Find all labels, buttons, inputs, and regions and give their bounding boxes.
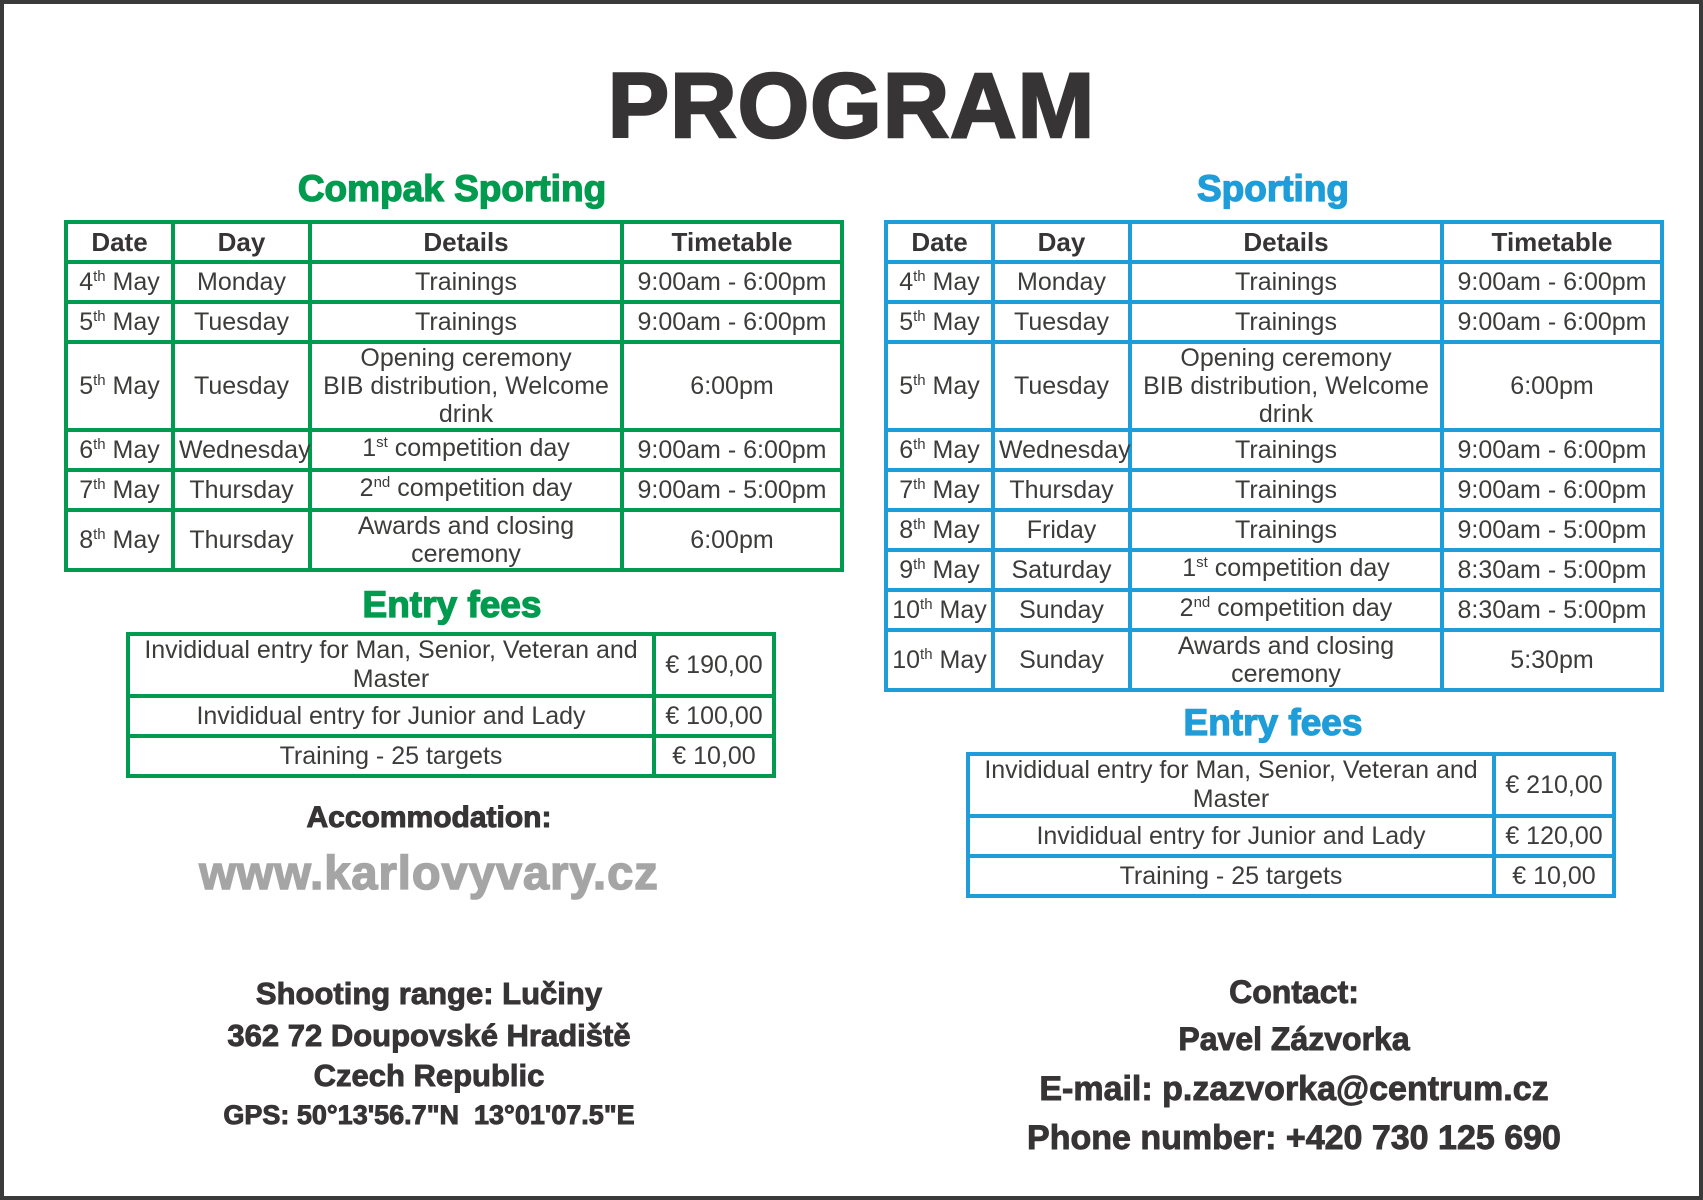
date-cell: 7th May <box>66 470 173 510</box>
day-cell: Thursday <box>173 510 310 570</box>
contact-block <box>904 970 1684 1162</box>
fee-label-cell: Training - 25 targets <box>968 856 1494 896</box>
timetable-cell: 9:00am - 5:00pm <box>1442 510 1662 550</box>
day-cell: Tuesday <box>993 342 1130 430</box>
schedule-row <box>66 470 842 510</box>
date-cell: 5th May <box>66 302 173 342</box>
day-cell: Thursday <box>993 470 1130 510</box>
accommodation-heading: Accommodation: <box>306 801 552 834</box>
column-header-timetable: Timetable <box>1442 222 1662 262</box>
schedule-row <box>66 430 842 470</box>
details-cell: Trainings <box>1130 262 1442 302</box>
day-cell: Sunday <box>993 590 1130 630</box>
sporting-entry-fees-heading: Entry fees <box>1183 702 1363 743</box>
column-header-day: Day <box>993 222 1130 262</box>
column-header-details: Details <box>1130 222 1442 262</box>
timetable-cell: 8:30am - 5:00pm <box>1442 550 1662 590</box>
fee-amount-cell: € 10,00 <box>654 736 774 776</box>
fee-amount-cell: € 120,00 <box>1494 816 1614 856</box>
date-cell: 8th May <box>66 510 173 570</box>
accommodation-website-link[interactable]: www.karlovyvary.cz <box>199 846 659 899</box>
date-cell: 9th May <box>886 550 993 590</box>
day-cell: Tuesday <box>173 302 310 342</box>
timetable-cell: 9:00am - 6:00pm <box>1442 430 1662 470</box>
fee-amount-cell: € 210,00 <box>1494 754 1614 816</box>
fee-label-cell: Invididual entry for Junior and Lady <box>968 816 1494 856</box>
details-cell: 1st competition day <box>310 430 622 470</box>
date-cell: 4th May <box>886 262 993 302</box>
schedule-row <box>886 342 1662 430</box>
column-header-day: Day <box>173 222 310 262</box>
timetable-cell: 9:00am - 6:00pm <box>1442 262 1662 302</box>
day-cell: Wednesday <box>993 430 1130 470</box>
details-cell: Trainings <box>310 262 622 302</box>
compak-entry-fees-heading: Entry fees <box>362 584 542 625</box>
fee-amount-cell: € 10,00 <box>1494 856 1614 896</box>
contact-phone: Phone number: +420 730 125 690 <box>1027 1119 1561 1157</box>
fee-label-cell: Invididual entry for Man, Senior, Veteran and Master <box>128 634 654 696</box>
date-cell: 5th May <box>886 342 993 430</box>
details-cell: Trainings <box>1130 430 1442 470</box>
schedule-row <box>66 302 842 342</box>
details-cell: Opening ceremony BIB distribution, Welcome drink <box>310 342 622 430</box>
day-cell: Saturday <box>993 550 1130 590</box>
shooting-range-country: Czech Republic <box>313 1058 545 1093</box>
details-cell: Awards and closing ceremony <box>1130 630 1442 690</box>
date-cell: 8th May <box>886 510 993 550</box>
schedule-row <box>886 630 1662 690</box>
day-cell: Friday <box>993 510 1130 550</box>
schedule-row <box>886 470 1662 510</box>
timetable-cell: 5:30pm <box>1442 630 1662 690</box>
details-cell: 1st competition day <box>1130 550 1442 590</box>
fee-row <box>128 696 774 736</box>
sporting-schedule-table <box>884 220 1664 692</box>
column-header-date: Date <box>886 222 993 262</box>
schedule-row <box>886 430 1662 470</box>
fee-row <box>128 634 774 696</box>
fee-label-cell: Training - 25 targets <box>128 736 654 776</box>
day-cell: Thursday <box>173 470 310 510</box>
compak-sporting-heading: Compak Sporting <box>297 168 607 209</box>
fee-row <box>968 816 1614 856</box>
day-cell: Monday <box>173 262 310 302</box>
details-cell: Trainings <box>1130 510 1442 550</box>
contact-email: E-mail: p.zazvorka@centrum.cz <box>1039 1070 1549 1108</box>
schedule-row <box>886 302 1662 342</box>
details-cell: Opening ceremony BIB distribution, Welcome drink <box>1130 342 1442 430</box>
date-cell: 5th May <box>886 302 993 342</box>
timetable-cell: 6:00pm <box>622 510 842 570</box>
schedule-row <box>886 262 1662 302</box>
date-cell: 6th May <box>886 430 993 470</box>
date-cell: 7th May <box>886 470 993 510</box>
shooting-range-block <box>41 972 817 1135</box>
timetable-cell: 9:00am - 6:00pm <box>1442 470 1662 510</box>
schedule-row <box>66 262 842 302</box>
timetable-cell: 9:00am - 6:00pm <box>622 430 842 470</box>
compak-entry-fees-table <box>126 632 776 778</box>
day-cell: Tuesday <box>993 302 1130 342</box>
day-cell: Tuesday <box>173 342 310 430</box>
date-cell: 4th May <box>66 262 173 302</box>
sporting-entry-fees-table <box>966 752 1616 898</box>
fee-label-cell: Invididual entry for Man, Senior, Veteran and Master <box>968 754 1494 816</box>
column-header-details: Details <box>310 222 622 262</box>
timetable-cell: 8:30am - 5:00pm <box>1442 590 1662 630</box>
column-header-date: Date <box>66 222 173 262</box>
schedule-row <box>886 590 1662 630</box>
fee-row <box>968 856 1614 896</box>
details-cell: Awards and closing ceremony <box>310 510 622 570</box>
fee-label-cell: Invididual entry for Junior and Lady <box>128 696 654 736</box>
details-cell: 2nd competition day <box>310 470 622 510</box>
day-cell: Monday <box>993 262 1130 302</box>
compak-schedule-table <box>64 220 844 572</box>
day-cell: Wednesday <box>173 430 310 470</box>
fee-amount-cell: € 100,00 <box>654 696 774 736</box>
timetable-cell: 6:00pm <box>1442 342 1662 430</box>
sporting-heading: Sporting <box>1196 168 1350 209</box>
schedule-header-row <box>886 222 1662 262</box>
contact-heading: Contact: <box>1229 974 1359 1010</box>
schedule-row <box>66 342 842 430</box>
schedule-row <box>66 510 842 570</box>
details-cell: Trainings <box>310 302 622 342</box>
details-cell: 2nd competition day <box>1130 590 1442 630</box>
fee-row <box>128 736 774 776</box>
date-cell: 10th May <box>886 590 993 630</box>
day-cell: Sunday <box>993 630 1130 690</box>
date-cell: 10th May <box>886 630 993 690</box>
shooting-range-gps: GPS: 50°13'56.7"N 13°01'07.5"E <box>223 1100 635 1130</box>
timetable-cell: 9:00am - 6:00pm <box>622 262 842 302</box>
page-title: PROGRAM <box>607 55 1096 157</box>
date-cell: 5th May <box>66 342 173 430</box>
timetable-cell: 9:00am - 6:00pm <box>622 302 842 342</box>
fee-row <box>968 754 1614 816</box>
timetable-cell: 6:00pm <box>622 342 842 430</box>
schedule-row <box>886 510 1662 550</box>
schedule-header-row <box>66 222 842 262</box>
schedule-row <box>886 550 1662 590</box>
shooting-range-address: 362 72 Doupovské Hradiště <box>227 1018 631 1053</box>
details-cell: Trainings <box>1130 302 1442 342</box>
timetable-cell: 9:00am - 5:00pm <box>622 470 842 510</box>
contact-name: Pavel Zázvorka <box>1178 1021 1410 1057</box>
details-cell: Trainings <box>1130 470 1442 510</box>
column-header-timetable: Timetable <box>622 222 842 262</box>
fee-amount-cell: € 190,00 <box>654 634 774 696</box>
shooting-range-name: Shooting range: Lučiny <box>255 976 603 1011</box>
timetable-cell: 9:00am - 6:00pm <box>1442 302 1662 342</box>
date-cell: 6th May <box>66 430 173 470</box>
